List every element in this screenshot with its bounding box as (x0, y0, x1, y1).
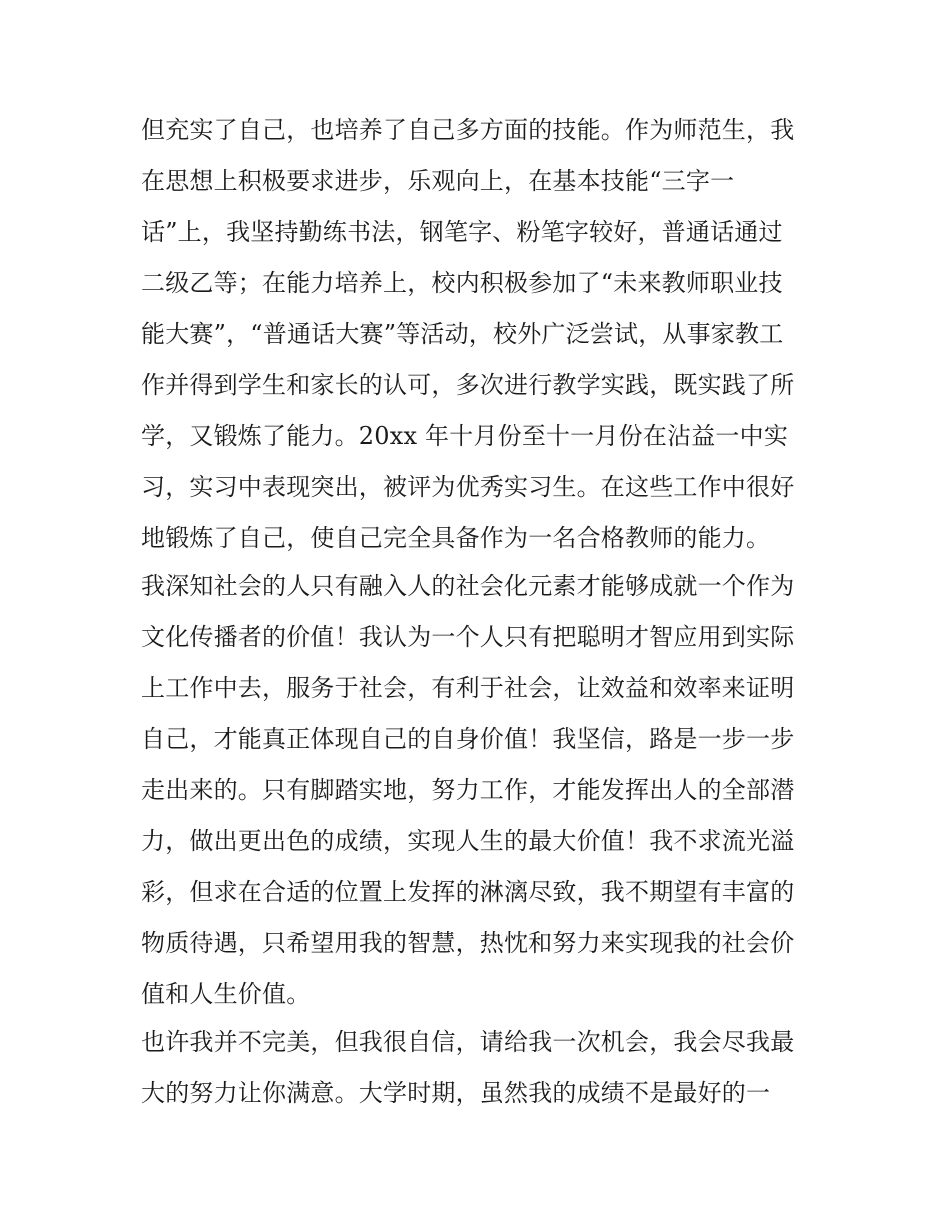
text-line: 彩，但求在合适的位置上发挥的淋漓尽致，我不期望有丰富的 (141, 878, 795, 906)
text-line: 学，又锻炼了能力。20xx 年十月份至十一月份在沾益一中实 (141, 422, 789, 450)
text-line: 能大赛”，“普通话大赛”等活动，校外广泛尝试，从事家教工 (141, 320, 784, 348)
text-line: 值和人生价值。 (141, 980, 311, 1008)
text-line: 在思想上积极要求进步，乐观向上，在基本技能“三字一 (141, 167, 735, 195)
text-line: 地锻炼了自己，使自己完全具备作为一名合格教师的能力。 (141, 524, 771, 552)
text-line: 作并得到学生和家长的认可，多次进行教学实践，既实践了所 (141, 371, 795, 399)
text-line: 文化传播者的价值！我认为一个人只有把聪明才智应用到实际 (141, 623, 795, 651)
text-line: 物质待遇，只希望用我的智慧，热忱和努力来实现我的社会价 (141, 929, 795, 957)
text-line: 也许我并不完美，但我很自信，请给我一次机会，我会尽我最 (141, 1028, 795, 1056)
text-line: 但充实了自己，也培养了自己多方面的技能。作为师范生，我 (141, 116, 795, 144)
text-line: 我深知社会的人只有融入人的社会化元素才能够成就一个作为 (141, 572, 795, 600)
text-line: 走出来的。只有脚踏实地，努力工作，才能发挥出人的全部潜 (141, 776, 795, 804)
text-line: 自己，才能真正体现自己的自身价值！我坚信，路是一步一步 (141, 725, 795, 753)
text-line: 二级乙等；在能力培养上，校内积极参加了“未来教师职业技 (141, 269, 783, 297)
text-line: 话”上，我坚持勤练书法，钢笔字、粉笔字较好，普通话通过 (141, 218, 783, 246)
text-line: 大的努力让你满意。大学时期，虽然我的成绩不是最好的一 (141, 1079, 771, 1107)
text-line: 习，实习中表现突出，被评为优秀实习生。在这些工作中很好 (141, 473, 795, 501)
text-line: 上工作中去，服务于社会，有利于社会，让效益和效率来证明 (141, 674, 795, 702)
text-line: 力，做出更出色的成绩，实现人生的最大价值！我不求流光溢 (141, 827, 795, 855)
